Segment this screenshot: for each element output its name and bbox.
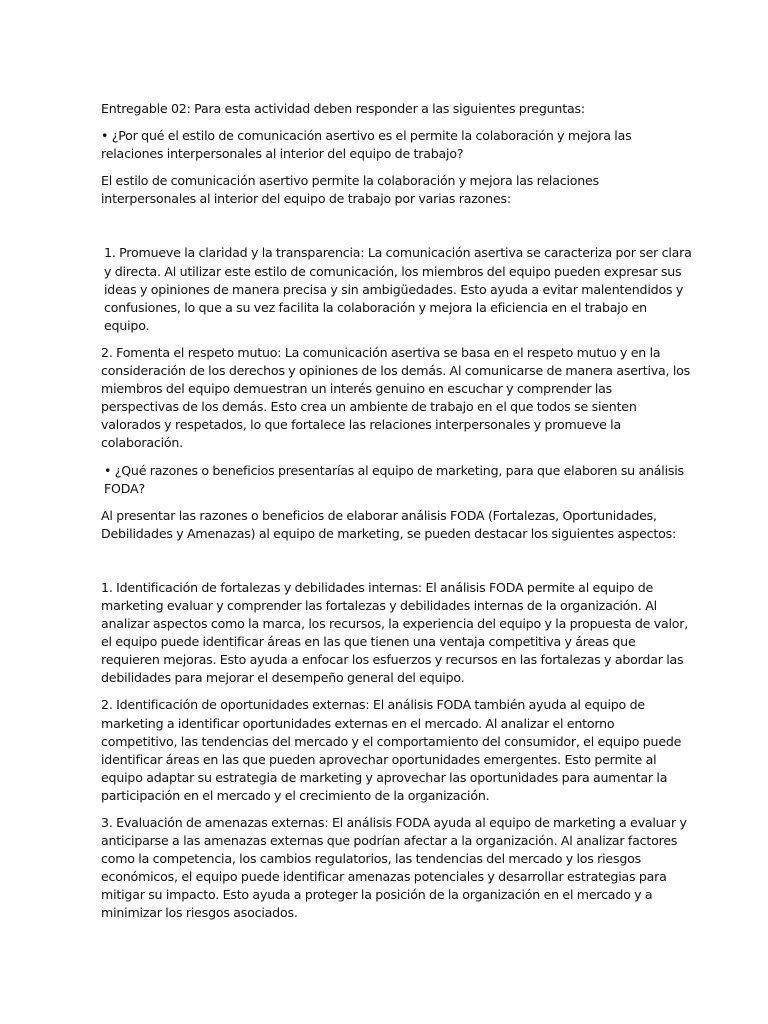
document-page <box>101 100 693 923</box>
answer-1-point-2: 2. Fomenta el respeto mutuo: La comunicación asertiva se basa en el respeto mutuo y en la consideración de los derechos y opiniones de los demás. Al comunicarse de manera asertiva, los miembros del equipo demuestran un interés genuino en escuchar y comprender las perspectivas de los demás. Esto crea un ambiente de trabajo en el que todos se sienten valorados y respetados, lo que fortalece las relaciones interpersonales y promueve la colaboración. <box>101 344 690 451</box>
answer-2-point-1: 1. Identificación de fortalezas y debilidades internas: El análisis FODA permite al equipo de marketing evaluar y comprender las fortalezas y debilidades internas de la organización. Al analizar aspectos como la marca, los recursos, la experiencia del equipo y la propuesta de valor, el equipo puede identificar áreas en las que tienen una ventaja competitiva y áreas que requieren mejoras. Esto ayuda a enfocar los esfuerzos y recursos en las fortalezas y abordar las debilidades para mejorar el desempeño general del equipo. <box>101 579 689 686</box>
question-1: • ¿Por qué el estilo de comunicación asertivo es el permite la colaboración y mejora las relaciones interpersonales al interior del equipo de trabajo? <box>101 128 632 162</box>
answer-2-intro: Al presentar las razones o beneficios de elaborar análisis FODA (Fortalezas, Oportunidades, Debilidades y Amenazas) al equipo de marketing, se pueden destacar los siguientes aspectos: <box>101 507 677 541</box>
answer-1-point-1: 1. Promueve la claridad y la transparencia: La comunicación asertiva se caracteriza por ser clara y directa. Al utilizar este estilo de comunicación, los miembros del equipo pueden expresar sus ideas y opiniones de manera precisa y sin ambigüedades. Esto ayuda a evitar malentendidos y confusiones, lo que a su vez facilita la colaboración y mejora la eficiencia en el trabajo en equipo. <box>104 245 692 333</box>
question-2: • ¿Qué razones o beneficios presentarías al equipo de marketing, para que elaboren su análisis FODA? <box>104 462 684 496</box>
answer-1-intro: El estilo de comunicación asertivo permite la colaboración y mejora las relaciones interpersonales al interior del equipo de trabajo por varias razones: <box>101 173 599 207</box>
answer-2-point-2: 2. Identificación de oportunidades externas: El análisis FODA también ayuda al equipo de marketing a identificar oportunidades externas en el mercado. Al analizar el entorno competitivo, las tendencias del mercado y el comportamiento del consumidor, el equipo puede identificar áreas en las que pueden aprovechar oportunidades emergentes. Esto permite al equipo adaptar su estrategia de marketing y aprovechar las oportunidades para aumentar la participación en el mercado y el crecimiento de la organización. <box>101 697 682 803</box>
intro-line: Entregable 02: Para esta actividad deben responder a las siguientes preguntas: <box>101 101 585 116</box>
answer-2-point-3: 3. Evaluación de amenazas externas: El análisis FODA ayuda al equipo de marketing a evaluar y anticiparse a las amenazas externas que podrían afectar a la organización. Al analizar factores como la competencia, los cambios regulatorios, las tendencias del mercado y los riesgos económicos, el equipo puede identificar amenazas potenciales y desarrollar estrategias para mitigar su impacto. Esto ayuda a proteger la posición de la organización en el mercado y a minimizar los riesgos asociados. <box>101 815 687 921</box>
